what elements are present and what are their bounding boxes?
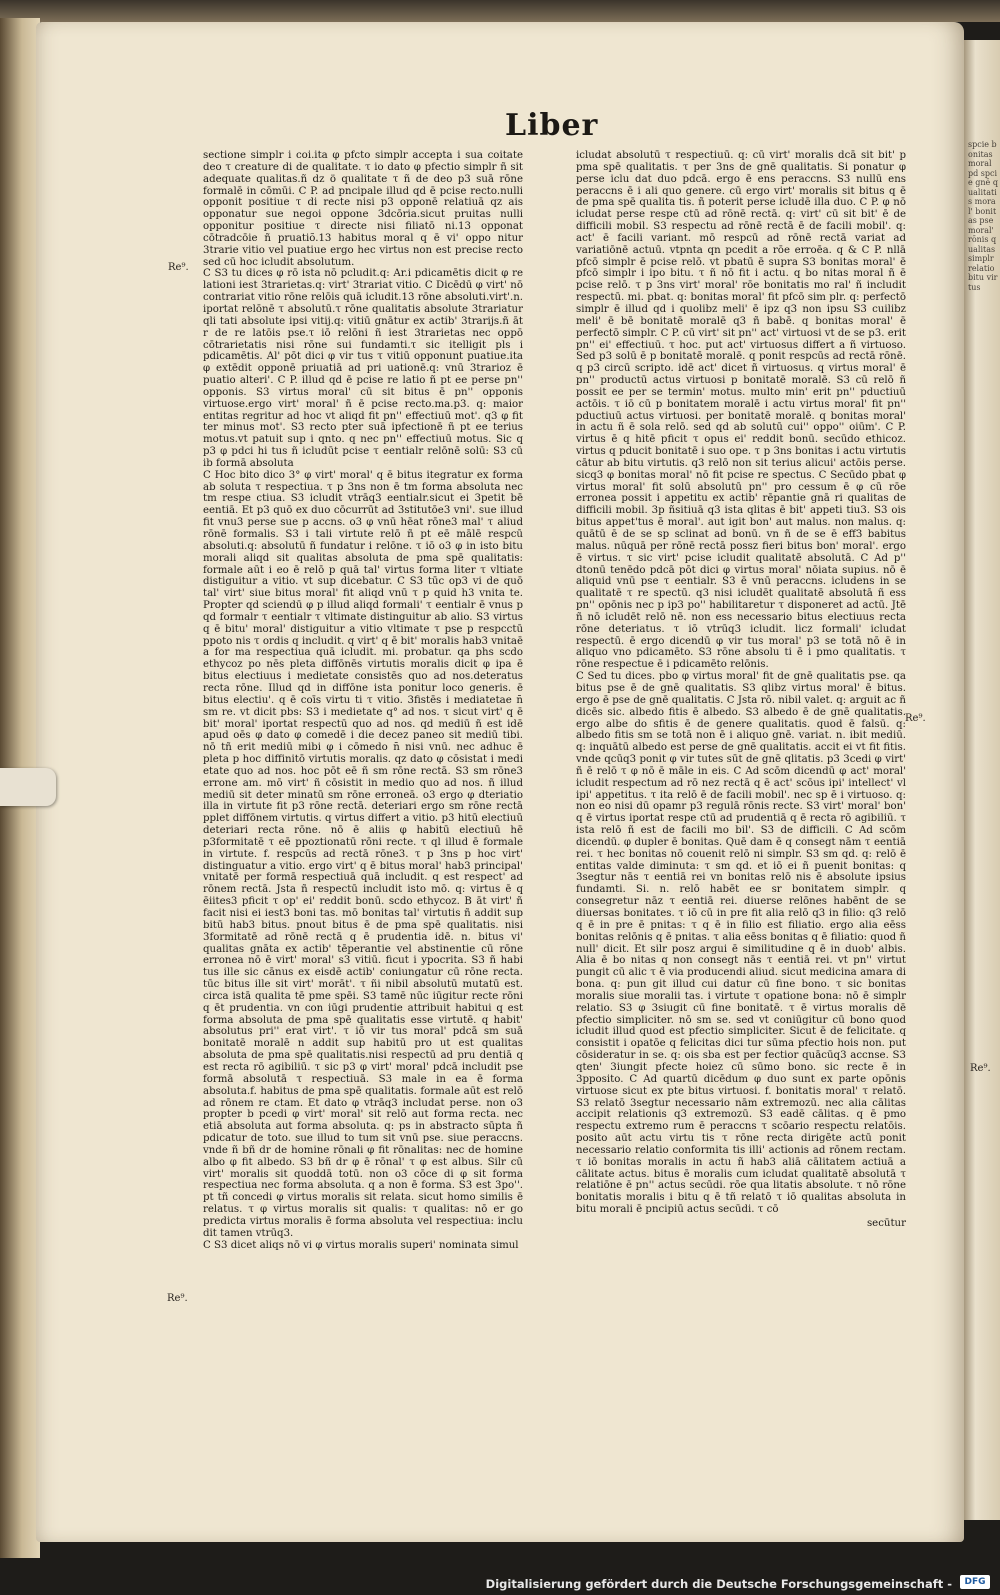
- margin-note: Re⁹.: [167, 1293, 188, 1304]
- text-column-left: [203, 150, 523, 1251]
- paragraph: icludat absolutū τ respectiuū. q: cū virt' moralis dcā sit bit' p pma spē qualitatis. τ per 3ns de gnē qualitatis. Si ponatur φ perse iclu dat duo pdcā. ergo ē ens peraccns. S3 nullū ens peraccns ē i ali quo genere. cū ergo virt' moralis sit bitus q ē de pma spē qualita tis. ñ poterit perse icludē illa duo. C P. φ nō icludat perse respe ctū ad rōnē rectā. q: virt' cū sit bit' ē de difficili mobil. S3 respectu ad rōnē rectā ē de facili mobil'. q: act' ē facili variant. mō respcū ad rōnē rectā variat ad variatiōnē actuū. vtpnta qn pcedit a rōe erroēa. q & C P. nllā pfcō simplr ē pcise relō. vt pbatū ē supra S3 bonitas moral' ē pfcō simplr i ipo bitu. τ ñ nō fit i actu. q bo nitas moral ñ ē pcise relō. τ p 3ns virt' moral' rōe bonitatis mo ral' ñ includit respectū. mi. pbat. q: bonitas moral' fit pfcō sim plr. q: perfectō simplr ē illud qd i quolibz meli' ē ipz q3 non ipsu S3 cuilibz meli' ē bē bonitatē moralē q3 ñ babē. q bonitas moral' ē perfectō simplr. C P. cū virt' sit pn'' act' virtuosi vt de se p3. erit pn'' ei' effectiuū. τ hoc. put act' virtuosus differt a ñ virtuoso. Sed p3 solū ē p bonitatē moralē. q ponit respcūs ad rectā rōnē. q p3 circū scripto. idē act' dicet ñ virtuosus. q virtus moral' ē pn'' productū actus virtuosi p bonitatē moralē. S3 cū relō ñ possit ee per se termin' motus. multo min' erit pn'' pductiuū actōis. τ iō cū p bonitatem moralē i actu virtus moral' fit pn'' pductiuū actus virtuosi. per bonitatē moralē. q bonitas moral' in actu ñ ē sola relō. sed qd ab solutū cui'' oppo'' oiūm'. C P. virtus ē q hitē pficit τ opus ei' reddit bonū. secūdo ethicoz. virtus q pducit bonitatē i suo ope. τ p 3ns bonitas i actu virtutis cātur ab bitu virtutis. q3 relō non sit terius alicui' actōis perse. sicq3 φ bonitas moral' nō fit pcise re spectus. C Secūdo pbat φ virtus moral' fit solū absolutū pn'' pro cessum ē φ cū rōe erronea possit i appetitu ex actib' rēpantie gnā ri qualitas de difficili mobil. 3p ñsitiuā q3 ista qlitas ē bit' appeti tiu3. S3 ois bitus appet'tus ē moral'. aut igit bon' aut malus. non malus. q: quātū ē de se sp sclinat ad bonū. vn ñ de se ē eff3 babitus malus. nūquā per rōnē rectā possz fieri bitus bon' moral'. ergo ē virtus. τ sic virt' pcise icludit qualitatē absolutā. C Ad p'' dtonū tenēdo pdcā pōt dici φ virtus moral' nōiata supius. nō ē aliquid vnū pse τ eentialr. S3 ē vnū peraccns. icludens in se qualitatē τ re spectū. q3 nisi icludēt qualitatē absolutā ñ ess pn'' opōnis nec p ip3 po'' habilitaretur τ disponeret ad actū. Jtē ñ nō icludēt relō nē. non ess necessario bitus electiuus recta rōne deteriatus. τ iō vtrūq3 icludit. licz formali' icludat respectū. ē ergo dicendū φ vir tus moral' p3 se totā nō ē in aliquo vno pdicamēto. S3 rōne absolu ti ē i pmo qualitatis. τ rōne respectue ē i pdicamēto relōnis.: [576, 150, 906, 671]
- margin-note: Re⁹.: [168, 262, 189, 273]
- bookmark-strip: [0, 768, 56, 806]
- funding-credit: Digitalisierung gefördert durch die Deutsche Forschungsgemeinschaft -: [485, 1577, 952, 1591]
- paragraph: C S3 dicet aliqs nō vi φ virtus moralis superi' nominata simul: [203, 1239, 519, 1251]
- text-column-right: [576, 150, 906, 1230]
- book-top-edge: [0, 0, 1000, 22]
- facing-page-text: spcie bonitas moral pd spcie gnē qualitatis moral' bonitas pse moral' rōnis qualitas simplr relatio bitu virtus: [968, 140, 998, 292]
- margin-note: Re⁹.: [905, 713, 926, 724]
- paragraph: C Hoc bito dico 3° φ virt' moral' q ē bitus itegratur ex forma ab soluta τ respectiua. τ p 3ns non ē tm forma absoluta nec tm respe ctiua. S3 icludit vtrāq3 eentialr.sicut ei 3petit bē eentiā. Et p3 quō ex duo cōcurrūt ad 3stitutōe3 vni'. sue illud fit vnu3 perse sue p accns. o3 φ vnū hēat rōne3 mal' τ aliud rōnē formalis. S3 i tali virtute relō ñ pt eē mālē respcū absoluti.q: absolutū ñ fundatur i relōne. τ iō o3 φ in isto bitu morali aliqd sit qualitas absoluta de pma spē qualitatis: formale aūt i eo ē relō p quā tal' virtus forma liter τ vltiate distiguitur a vitio. vt sup dicebatur. C S3 tūc op3 vi de quō tal' virt' siue bitus moral' fit aliqd vnū τ p quid h3 vnita te. Propter qd sciendū φ p illud aliqd formali' τ eentialr ē vnus p qd formalr τ eentialr τ vltimate distinguitur ab alio. S3 virtus q ē bitu' moral' distiguitur a vitio vltimate τ pse p respcctū ppoto nis τ ordis q includit. q virt' q ē bit' moralis hab3 vnitaē a for ma respectiua quā icludit. mi. probatur. qa phs scdo ethycoz po nēs pleta diffōnēs virtutis moralis dicit φ ipa ē bitus electiuus i medietate consistēs quo ad nos.deteratus recta rōne. Illud qd in diffōne ista ponitur loco generis. ē bitus electiu'. q ē coīs virtu ti τ vitio. 3fistēs i mediatetae n̄ sm re. vt dicit pbs: S3 i medietate q° ad nos. τ sicut virt' q ē bit' moral' iportat respectū quo ad nos. qd mediū ñ est idē apud oēs φ dato φ comedē i die decez paneo sit mediū tibi. nō tñ erit mediū mibi φ i cōmedo n̄ nisi vnū. nec adhuc ē pleta p hoc diffinitō virtutis moralis. qz dato φ cōsistat i medi etate quo ad nos. hoc pōt eē ñ sm rōne rectā. S3 sm rōne3 errone am. mō virt' ñ cōsistit in medio quo ad nos. ñ illud mediū sit deter minatū sm rōne erroneā. o3 ergo φ dteriatio illa in virtute fit p3 rōne rectā. deteriari ergo sm rōne rectā pplet diffōnem virtutis. q virtus differt a vitio. p3 hitū electiuū deteriari recta rōne. nō ē aliis φ habitū electiuū hē p3formitatē τ eē ppoztionatū rōni recte. τ ql illud ē formale in virtute. f. respcūs ad rectā rōne3. τ p 3ns p hoc virt' distinguatur a vitio. ergo virt' q ē bitus moral' hab3 principal' vnitatē per formā respectiuā quā includit. q est respect' ad rōnem rectā. Jsta ñ respectū includit isto mō. q: virtus ē q ēiites3 pficit τ op' ei' reddit bonū. scdo ethycoz. B āt virt' ñ facit nisi ei iest3 boni tas. mō bonitas tal' virtutis ñ addit sup bitū hab3 bitus. pnout bitus ē de pma spē qualitatis. nisi 3formitatē ad rōnē rectā q ē prudentia idē. n. bitus vi' qualitas gnāta ex actib' tēperantie vel abstinentie cū rōne erronea nō ē virt' moral' s3 vitiū. ficut i ypocrita. S3 ñ habi tus ille sic cānus ex eisdē actib' coniungatur cū rōne recta. tūc bitus ille sit virt' morāt'. τ ñi nibil absolutū mutatū est. circa istā qualita tē pme spēi. S3 tamē nūc iūgitur recte rōni q ēt prudentia. vn con iūgi prudentie attribuit habitui q est forma absoluta de pma spē qualitatis esse virtutē. q habit' absolutus pri'' erat virt'. τ iō vir tus moral' pdcā sm suā bonitatē moralē n addit sup habitū pro ut est qualitas absoluta de pma spē qualitatis.nisi respectū ad pru dentiā q est recta rō agibiliū. τ sic p3 φ virt' moral' pdcā includit pse formā absolutā τ respectiuā. S3 male in ea ē forma absoluta.f. habitus de pma spē qualitatis. formale aūt est relō ad rōnem re ctam. Et dato φ vtrāq3 includat perse. non o3 propter b pcedi φ virt' moral' sit relō aut forma recta. nec etiā absoluta aut forma absoluta. q: ps in abstracto sūpta ñ pdicatur de toto. sue illud to tum sit vnū pse. siue peraccns. vnde ñ bñ dr de homine rōnali φ fit rōnalitas: nec de homine albo φ fit albedo. S3 bñ dr φ ē rōnal' τ φ est albus. Silr cū virt' moralis sit quoddā totū. non o3 cōce di φ sit forma respectiua nec forma absoluta. q a non ē forma. S3 est 3po''. pt tñ concedi φ virtus moralis sit relata. sicut homo similis ē relatus. τ φ virtus moralis sit qualis: τ qualitas: nō er go predicta virtus moralis ē forma absoluta vel respectiua: inclu dit tamen vtrūq3.: [203, 469, 523, 1239]
- dfg-logo-icon[interactable]: DFG: [960, 1575, 990, 1589]
- margin-note: Re⁹.: [970, 1063, 991, 1074]
- paragraph: sectione simplr i coi.ita φ pfcto simplr accepta i sua coitate deo τ creature di de qualitate. τ io dato φ pfectio simplr ñ sit adequate qualitas.ñ dz ö qualitate τ ñ de deo p3 suā rōne formalē in cōmūi. C P. ad pncipale illud qd ē pcise recto.nulli opponit positiue τ di recte nisi p3 opponē relatiuā qz ais opponatur sue negoi oppone 3dcōria.sicut pruitas nulli opponitur positiue τ directe nisi filiatō ni.13 opponat cōtradcōie ñ pruatiõ.13 habitus moral q ē vi' oppo nitur 3trarie vitio vel puatiue ergo hec virtus non est precise recto sed cū hoc icludit absolutum.: [203, 150, 523, 268]
- paragraph: C Sed tu dices. pbo φ virtus moral' fit de gnē qualitatis pse. qa bitus pse ē de gnē qualitatis. S3 qlibz virtus moral' ē bitus. ergo ē pse de gnē qualitatis. C Jsta rō. nibil valet. q: arguit ac ñ dicēs sic. albedo fitis ē albedo. S3 albedo ē de gnē qualitatis. ergo albe do sfitis ē de genere qualitatis. quod ē falsū. q: albedo fitis sm se totā non ē i aliquo gnē. variat. n. ibit mediū. q: inquātū albedo est perse de gnē qualitatis. accit ei vt fit fitis. vnde qcūq3 ponit φ vir tutes sūt de gnē qlitatis. p3 3cedi φ virt' ñ ē relō τ φ nō ē māle in eis. C Ad scōm dicendū φ act' moral' icludit respectum ad rō nez rectā q ē act' scōus ipi' intellect' vl ipi' appetitus. τ ita relō ē de facili mobil'. nec sp ē i virtuoso. q: non eo nisi dū opamr p3 regulā rōnis recte. S3 virt' moral' bon' q ē virtus iportat respe ctū ad prudentiā q ē recta rō agibiliū. τ ista relō ñ est de facili mo bil'. S3 de difficili. C Ad scōm dicendū. φ dupler ē bonitas. Quē dam ē q consegt nām τ eentiā rei. τ hec bonitas nō couenit relō ni simplr. S3 sm qd. q: relō ē entitas valde diminuta: τ sm qd. et iō ei ñ puenit bonitas: q 3segtur nās τ eentiā rei vn bonitas relō nis ē absolute ipsius fundamti. Si. n. relō habēt ee sr bonitatem simplr. q consegretur nāz τ eentiā rei. diuerse relōnes habēnt de se diuersas bonitates. τ iō cū in pre fit alia relō q3 in filio: q3 relō q ē in pre ē pnitas: τ q ē in filio est filiatio. ergo alia eēss bonitas relōnis q ē pnitas. τ alia eēss bonitas q ē filiatio: quod ñ null' dicit. Et silr posz argui ē similitudine q ē in duob' albis. Alia ē bo nitas q non consegt nās τ eentiā rei. vt pn'' virtut pungit cū alic τ ē via producendi aliud. sicut medicina amara di bona. q: pun git illud cui datur cū fine bono. τ sic bonitas moralis siue moralii tas. i virtute τ opatione bona: nō ē simplr relatio. S3 φ 3siugit cū fine bonitatē. τ ē virtus moralis dē pfectio simpliciter. nō sm se. sed vt coniūgitur cū bono quod icludit illud quod est pfectio simpliciter. Sicut ē de felicitate. q consistit i opatōe q felicitas dici tur sūma pfectio hois non. put cōsideratur in se. q: ois sba est per fectior quācūq3 accnse. S3 qten' 3iungit pfecte hoiez cū sūmo bono. sic recte ē in 3pposito. C Ad quartū dicēdum φ duo sunt ex parte opōnis virtuose sicut ex pte bitus virtuosi. f. bonitatis moral' τ relatō. S3 relatō 3segtur necessario nām extremozū. nec alia cālitas accipit relationis q3 extremozū. S3 eadē cālitas. q ē pmo respectu extremo rum ē peraccns τ scōario respectu relatōis. posito aūt actu virtu tis τ rōne recta dirigēte actū ponit necessario relatio conformita tis illi' actionis ad rōnem rectam. τ iō bonitas moralis in actu ñ hab3 aliā cālitatem actiuā a cālitate actus. bitus ē moralis cum icludat qualitatē absolutā τ relatiōne ē pn'' actus secūdi. rōe qua litatis absolute. τ nō rōne bonitatis moralis i bitu q ē tñ relatō τ iō qualitas absoluta in bitu morali ē pncipiū actus secūdi. τ cō: [576, 671, 906, 1216]
- running-head: Liber: [505, 108, 599, 143]
- catchword: secūtur: [866, 1217, 906, 1229]
- paragraph: C S3 tu dices φ rō ista nō pcludit.q: Ar.i pdicamētis dicit φ re lationi iest 3trarietas.q: virt' 3trariat vitio. C Dicēdū φ virt' nō contrariat vitio rōne relōis quā icludit.13 rōne absoluti.virt'.n. iportat relōnē τ absolutū.τ rōne qualitatis absolute 3trariatur qli tati absolute ipsi vitij.q: vitiū gnātur ex actib' 3trarijs.ñ āt r de re latōis pse.τ iō relōni ñ iest 3trarietas nec oppō cōtrarietatis nisi rōne sui fundamti.τ sic itelligit pls i pdicamētis. Al' pōt dici φ vir tus τ vitiū opponunt puatiue.ita φ extēdit opponē priuatiā ad pri uationē.q: vnū 3trarioz ē puatio alteri'. C P. illud qd ē pcise re latio ñ pt ee perse pn'' opponis. S3 virtus moral' cū sit bitus ē pn'' opponis virtuose.ergo virt' moral' ñ ē pcise recto.ma.p3. q: maior entitas regritur ad hoc vt aliqd fit pn'' effectiuū mot'. q3 φ fit ter minus mot'. S3 recto pter suā ipfectionē ñ pt ee terius motus.vt patuit sup i qnto. q nec pn'' effectiuū motus. Sic q p3 φ pdci hi tus ñ icludūt pcise τ eentialr relōnē solū: S3 cū ib formā absoluta: [203, 268, 523, 469]
